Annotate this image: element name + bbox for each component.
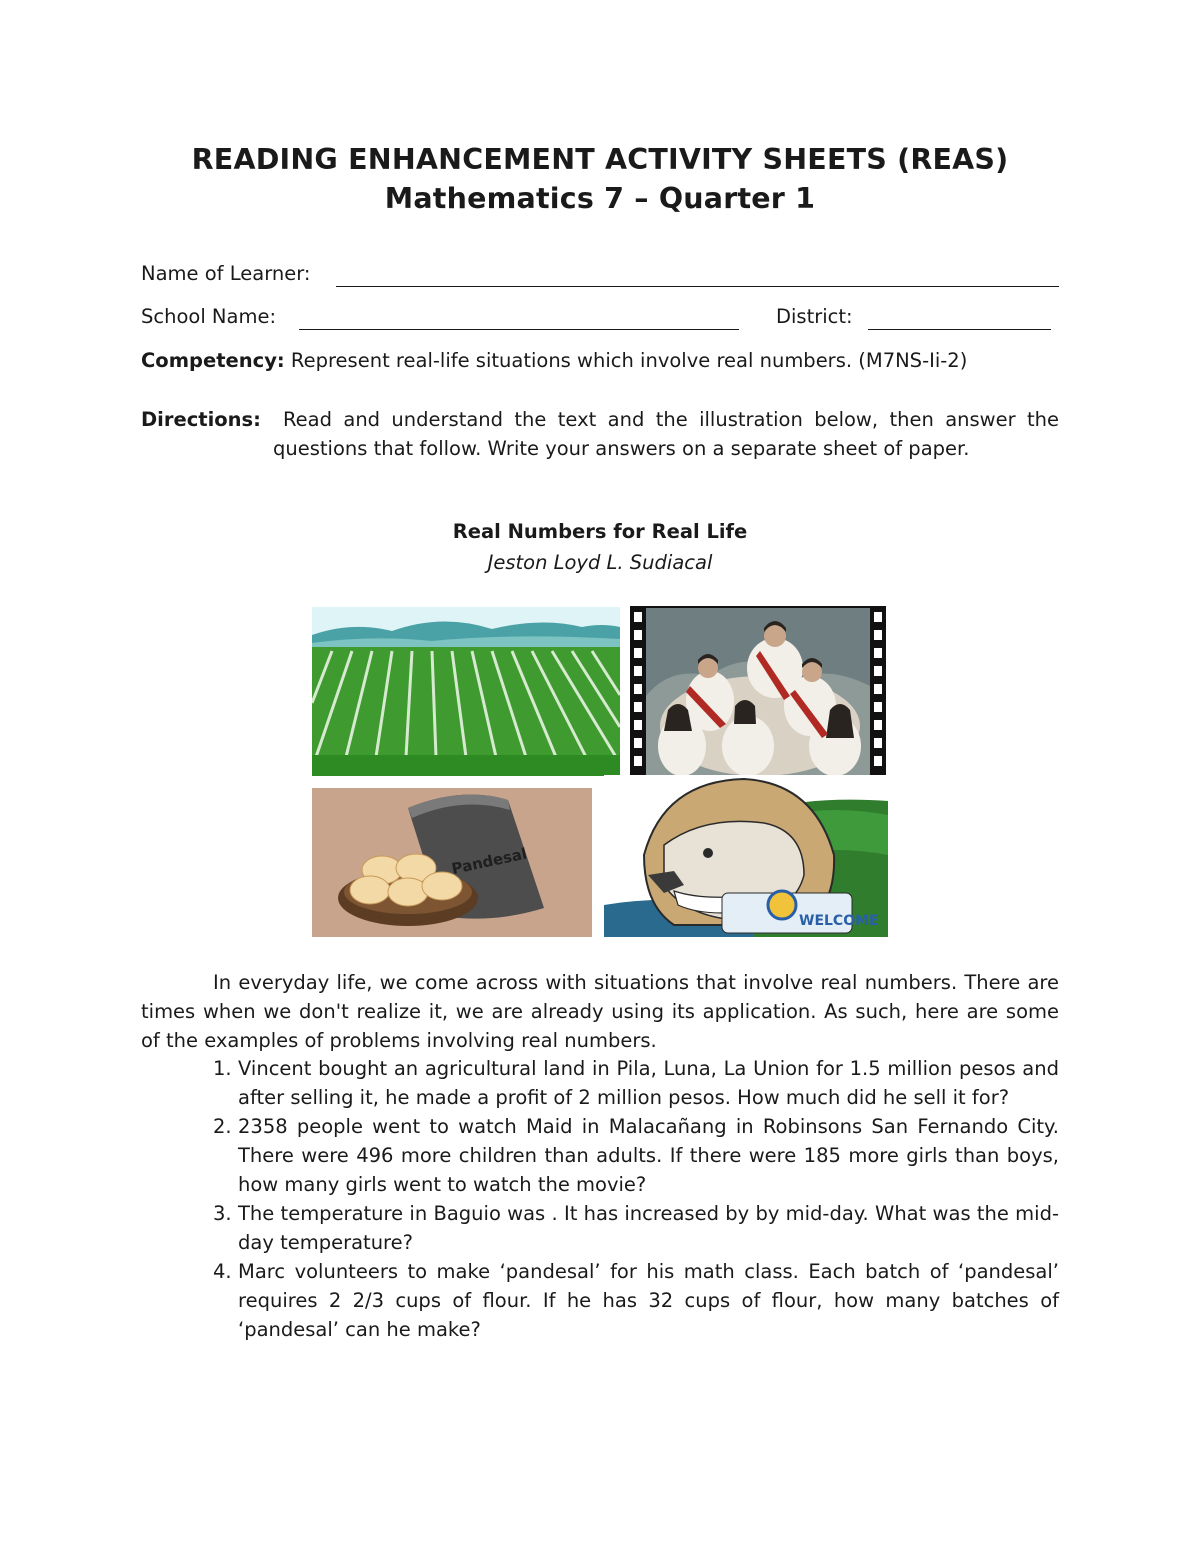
district-blank[interactable] xyxy=(868,311,1051,330)
sheet-title: READING ENHANCEMENT ACTIVITY SHEETS (REAS) xyxy=(191,143,1009,176)
learner-name-label: Name of Learner: xyxy=(141,262,311,285)
list-item xyxy=(213,1112,1059,1199)
intro-paragraph: In everyday life, we come across with situations that involve real numbers. There are times when we don't realize it, we are already using its application. As such, here are some of the examples of problems involving real numbers. xyxy=(141,971,1059,1052)
question-number: 3. xyxy=(213,1202,232,1225)
question-text: The temperature in Baguio was . It has increased by by mid-day. What was the mid-day temperature? xyxy=(238,1202,1059,1254)
directions-text: Read and understand the text and the illustration below, then answer the questions that follow. Write your answers on a separate sheet of paper. xyxy=(273,408,1059,460)
learner-name-blank[interactable] xyxy=(336,268,1059,287)
question-number: 4. xyxy=(213,1260,232,1283)
question-text: 2358 people went to watch Maid in Malacañang in Robinsons San Fernando City. There were 496 more children than adults. If there were 185 more girls than boys, how many girls went to watch the movie? xyxy=(238,1115,1059,1196)
question-text: Marc volunteers to make ‘pandesal’ for his math class. Each batch of ‘pandesal’ requires 2 2/3 cups of flour. If he has 32 cups of flour, how many batches of ‘pandesal’ can he make? xyxy=(238,1260,1059,1341)
question-number: 2. xyxy=(213,1115,232,1138)
farm-field-illustration xyxy=(312,607,620,776)
story-author: Jeston Loyd L. Sudiacal xyxy=(487,551,713,574)
question-number: 1. xyxy=(213,1057,232,1080)
list-item xyxy=(213,1257,1059,1344)
question-list xyxy=(213,1054,1059,1344)
movie-scene-illustration xyxy=(630,606,886,778)
competency-label: Competency: xyxy=(141,349,285,372)
sheet-subtitle: Mathematics 7 – Quarter 1 xyxy=(384,182,816,215)
school-name-blank[interactable] xyxy=(299,311,739,330)
welcome-sign-text: WELCOME xyxy=(799,913,879,929)
district-label: District: xyxy=(776,305,853,328)
directions-label: Directions: xyxy=(141,408,261,431)
pandesal-illustration xyxy=(312,788,592,937)
school-name-label: School Name: xyxy=(141,305,277,328)
question-text: Vincent bought an agricultural land in Pila, Luna, La Union for 1.5 million pesos and after selling it, he made a profit of 2 million pesos. How much did he sell it for? xyxy=(238,1057,1059,1109)
lion-head-illustration xyxy=(604,775,888,937)
story-title: Real Numbers for Real Life xyxy=(452,520,748,543)
list-item xyxy=(213,1054,1059,1112)
pandesal-bag-text: Pandesal xyxy=(449,844,529,879)
competency xyxy=(141,349,967,372)
competency-text: Represent real-life situations which involve real numbers. (M7NS-Ii-2) xyxy=(290,349,968,372)
list-item xyxy=(213,1199,1059,1257)
